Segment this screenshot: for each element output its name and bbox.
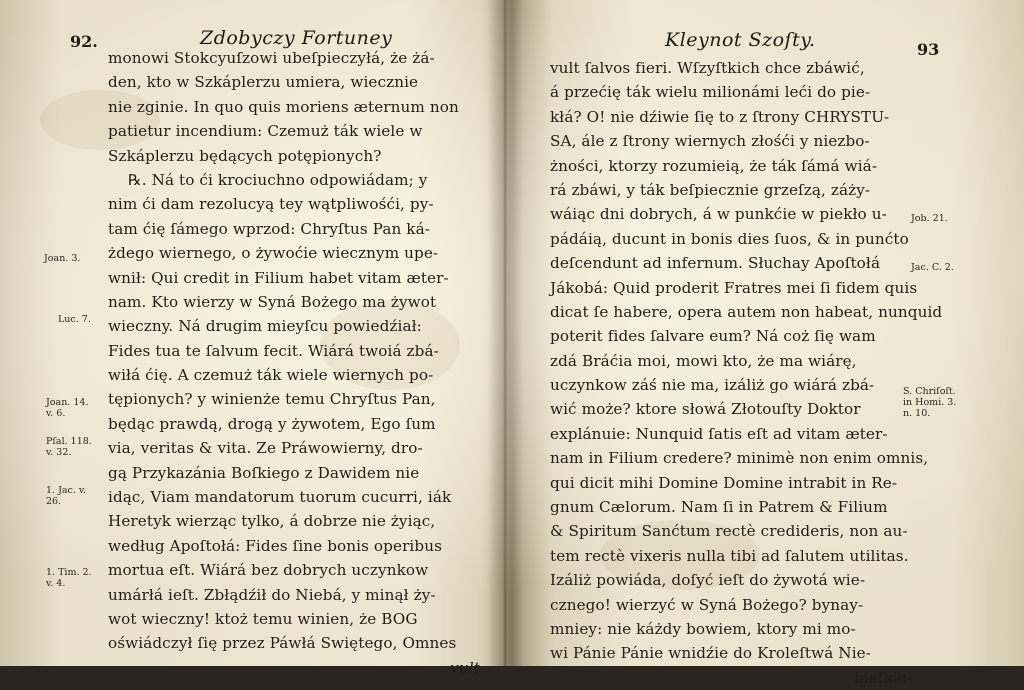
text-line: tam ćię ſámego wprzod: Chryſtus Pan ká- <box>108 219 430 238</box>
text-line: tępionych? y winienże temu Chryſtus Pan, <box>108 390 436 409</box>
left-running-head: Zdobyczy Fortuney <box>200 27 393 49</box>
text-line: nam in Filium credere? minimè non enim omnis, <box>550 449 929 468</box>
margin-note: 1. Jac. v. 26. <box>46 485 87 507</box>
catchword: bieſkie- <box>853 668 912 687</box>
text-line: według Apoſtołá: Fides ſine bonis operibus <box>108 536 442 555</box>
margin-note: S. Chriſoſt. in Homi. 3. n. 10. <box>903 386 957 419</box>
margin-note: Job. 21. <box>911 213 948 224</box>
text-line: umárłá ieſt. Zbłądźił do Niebá, y minął ży- <box>108 585 436 604</box>
text-line: nam. Kto wierzy w Syná Bożego ma żywot <box>108 292 437 311</box>
text-line: den, kto w Szkáplerzu umiera, wiecznie <box>108 73 419 92</box>
margin-note: 1. Tim. 2. v. 4. <box>46 567 92 589</box>
text-line: cznego! wierzyć w Syná Bożego? bynay- <box>550 595 864 614</box>
text-line: uczynkow záś nie ma, izáliż go wiárá zbá- <box>550 376 875 395</box>
text-line: nim ći dam rezolucyą tey wątpliwośći, py- <box>108 195 434 214</box>
text-line: explánuie: Nunquid ſatis eſt ad vitam æter- <box>550 424 888 443</box>
text-line: gą Przykazánia Boſkiego z Dawidem nie <box>108 463 420 482</box>
margin-note: Jac. C. 2. <box>911 262 954 273</box>
text-line: mortua eſt. Wiárá bez dobrych uczynkow <box>108 561 429 580</box>
catchword: vult <box>450 658 480 677</box>
text-line: poterit fides ſalvare eum? Ná coż ſię wam <box>550 327 876 346</box>
left-text-block <box>108 46 480 680</box>
text-line: monowi Stokcyuſzowi ubeſpieczyłá, że żá- <box>108 49 435 67</box>
margin-note: Joan. 3. <box>44 253 81 264</box>
text-line: SA, ále z ſtrony wiernych złośći y niezbo- <box>550 132 870 151</box>
text-line: vult ſalvos fieri. Wſzyſtkich chce zbáwić, <box>550 59 865 77</box>
text-line: Szkáplerzu będących potępionych? <box>108 146 382 165</box>
text-line: ℞. Ná to ći krociuchno odpowiádam; y <box>128 170 428 189</box>
right-page-number: 93 <box>917 40 940 59</box>
text-line: Fides tua te ſalvum fecit. Wiárá twoiá zbá- <box>108 341 439 360</box>
text-line: Heretyk wierząc tylko, á dobrze nie żyiąc, <box>108 512 436 531</box>
text-line: Jákobá: Quid proderit Fratres mei ſi fidem quis <box>550 278 918 297</box>
margin-note: Luc. 7. <box>58 314 91 325</box>
right-running-head: Kleynot Szoſty. <box>665 29 816 51</box>
text-line: á przećię ták wielu milionámi leći do pie- <box>550 83 871 102</box>
text-line: gnum Cælorum. Nam ſi in Patrem & Filium <box>550 498 888 517</box>
text-line: wiłá ćię. A czemuż ták wiele wiernych po- <box>108 366 434 385</box>
text-line: będąc prawdą, drogą y żywotem, Ego ſum <box>108 414 436 433</box>
text-line: mniey: nie káżdy bowiem, ktory mi mo- <box>550 619 856 638</box>
text-line: pádáią, ducunt in bonis dies ſuos, & in punćto <box>550 229 909 248</box>
text-line: żdego wiernego, o żywoćie wiecznym upe- <box>108 244 439 263</box>
text-line: idąc, Viam mandatorum tuorum cucurri, iák <box>108 488 452 507</box>
left-page <box>0 0 505 677</box>
text-line: oświádczył ſię przez Páwłá Swiętego, Omnes <box>108 634 457 653</box>
text-line: wnił: Qui credit in Filium habet vitam æter- <box>108 268 449 287</box>
text-line: qui dicit mihi Domine Domine intrabit in Re- <box>550 473 898 492</box>
margin-note: Pſal. 118. v. 32. <box>46 436 92 458</box>
text-line: dicat ſe habere, opera autem non habeat, nunquid <box>550 302 943 321</box>
text-line: via, veritas & vita. Ze Práwowierny, dro- <box>108 439 423 458</box>
text-line: żności, ktorzy rozumieią, że ták ſámá wiá- <box>550 156 878 175</box>
text-line: patietur incendium: Czemuż ták wiele w <box>108 122 423 141</box>
text-line: wot wieczny! ktoż temu winien, że BOG <box>108 609 418 628</box>
margin-note: Joan. 14. v. 6. <box>46 397 89 419</box>
text-line: Izáliż powiáda, doſyć ieſt do żywotá wie- <box>550 571 866 590</box>
text-line: deſcendunt ad infernum. Słuchay Apoſtołá <box>550 254 881 273</box>
text-line: wi Pánie Pánie wnidźie do Kroleſtwá Nie- <box>550 644 871 663</box>
text-line: rá zbáwi, y ták beſpiecznie grzeſzą, záży- <box>550 180 871 199</box>
right-page <box>505 0 1024 687</box>
text-line: tem rectè vixeris nulla tibi ad ſalutem utilitas. <box>550 546 909 565</box>
text-line: kłá? O! nie dźiwie ſię to z ſtrony CHRYSTU- <box>550 107 890 126</box>
text-line: wić może? ktore słowá Złotouſty Doktor <box>550 400 861 419</box>
left-page-number: 92. <box>70 32 98 51</box>
text-line: nie zginie. In quo quis moriens æternum non <box>108 97 459 116</box>
text-line: zdá Bráćia moi, mowi kto, że ma wiárę, <box>550 351 857 370</box>
text-line: & Spiritum Sanćtum rectè credideris, non au- <box>550 522 908 541</box>
text-line: wáiąc dni dobrych, á w punkćie w piekło u- <box>550 205 887 224</box>
text-line: wieczny. Ná drugim mieyſcu powiedźiał: <box>108 317 422 336</box>
